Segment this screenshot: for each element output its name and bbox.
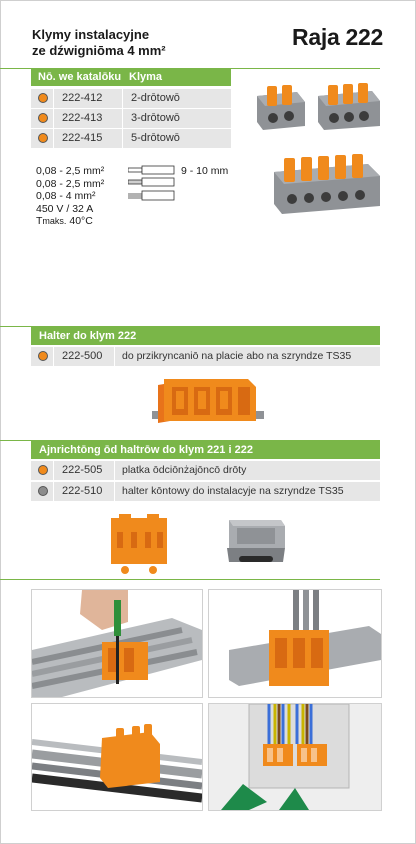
catalog-table-header bbox=[31, 69, 231, 86]
catalog-code: 222-413 bbox=[62, 112, 103, 124]
accessory-desc: platka ōdciōnżajōncō drōty bbox=[122, 464, 247, 476]
holder-desc: do przikryncaniō na placie abo na szryndze TS35 bbox=[122, 350, 352, 362]
spec-temperature: Tmaks. 40°C bbox=[36, 215, 93, 227]
spec-wire-stranded: 0,08 - 4 mm² bbox=[36, 190, 96, 202]
cell-divider bbox=[53, 109, 54, 128]
connector-desc: 3-drōtowō bbox=[131, 112, 180, 124]
connector-desc: 2-drōtowō bbox=[131, 92, 180, 104]
status-dot bbox=[38, 93, 48, 103]
photo-connectors-on-cables bbox=[31, 703, 203, 811]
cell-divider bbox=[122, 89, 123, 108]
catalog-code: 222-510 bbox=[62, 485, 103, 497]
cell-divider bbox=[53, 347, 54, 366]
cell-divider bbox=[114, 482, 115, 501]
table-row bbox=[31, 109, 231, 128]
cell-divider bbox=[53, 482, 54, 501]
section-holder-title: Halter do klym 222 bbox=[31, 327, 380, 345]
wire-strip-icon bbox=[128, 165, 176, 205]
catalog-code: 222-505 bbox=[62, 464, 103, 476]
col-catalog-no: Nō. we katalōku bbox=[38, 71, 122, 83]
photo-screwing-carrier bbox=[31, 589, 203, 698]
status-dot bbox=[38, 113, 48, 123]
divider bbox=[0, 579, 380, 580]
spec-wire-fine: 0,08 - 2,5 mm² bbox=[36, 177, 105, 190]
subtitle-line-1: Klymy instalacyjne bbox=[32, 27, 150, 42]
connector-desc: 5-drōtowō bbox=[131, 132, 180, 144]
table-row bbox=[31, 89, 231, 108]
connector-2-icon bbox=[253, 82, 307, 134]
table-row bbox=[31, 461, 380, 480]
spec-block bbox=[36, 165, 104, 228]
page-title: Raja 222 bbox=[292, 24, 383, 50]
table-row bbox=[31, 482, 380, 501]
photo-carrier-on-rail bbox=[208, 589, 382, 698]
accessory-desc: halter kōntowy do instalacyje na szryndze TS35 bbox=[122, 485, 344, 497]
status-dot bbox=[38, 465, 48, 475]
table-row bbox=[31, 129, 231, 148]
status-dot bbox=[38, 351, 48, 361]
spec-rating: 450 V / 32 A bbox=[36, 202, 94, 215]
cell-divider bbox=[53, 461, 54, 480]
cell-divider bbox=[53, 89, 54, 108]
connector-5-icon bbox=[272, 152, 382, 218]
catalog-code: 222-500 bbox=[62, 350, 103, 362]
mounting-carrier-icon bbox=[152, 375, 264, 431]
catalog-code: 222-415 bbox=[62, 132, 103, 144]
status-dot bbox=[38, 486, 48, 496]
cell-divider bbox=[122, 129, 123, 148]
photo-junction-box bbox=[208, 703, 382, 811]
col-connector: Klyma bbox=[129, 71, 163, 83]
product-subtitle bbox=[32, 27, 166, 59]
gray-carrier-icon bbox=[223, 512, 289, 572]
catalog-code: 222-412 bbox=[62, 92, 103, 104]
status-dot bbox=[38, 133, 48, 143]
section-accessories-title: Ajnrichtōng ōd haltrōw do klym 221 i 222 bbox=[31, 441, 380, 459]
table-row bbox=[31, 347, 380, 366]
cell-divider bbox=[122, 109, 123, 128]
cell-divider bbox=[114, 347, 115, 366]
subtitle-line-2: ze dźwigniōma 4 mm² bbox=[32, 43, 166, 58]
spec-strip-length: 9 - 10 mm bbox=[181, 165, 229, 177]
cell-divider bbox=[114, 461, 115, 480]
connector-3-icon bbox=[316, 80, 382, 134]
cell-divider bbox=[53, 129, 54, 148]
spec-wire-solid: 0,08 - 2,5 mm² bbox=[36, 165, 105, 177]
strain-relief-plate-icon bbox=[103, 512, 175, 576]
